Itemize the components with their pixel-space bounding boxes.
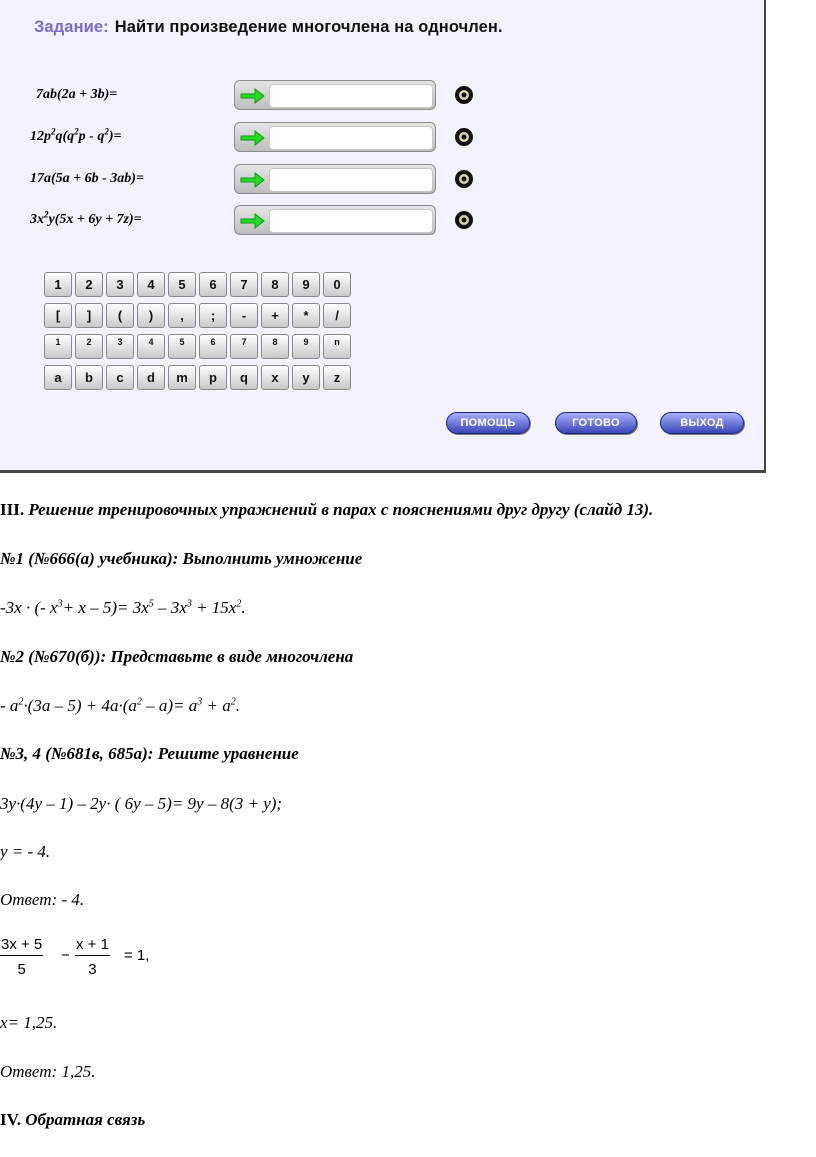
fraction-1: $\frac{3x + 5}{5}$: [1, 936, 43, 978]
key[interactable]: 9: [292, 334, 320, 359]
answer-field-1[interactable]: [269, 84, 433, 108]
check-dot-icon[interactable]: [454, 169, 474, 189]
key[interactable]: 3: [106, 272, 134, 297]
exercise-row-2: [30, 122, 490, 154]
key[interactable]: 6: [199, 272, 227, 297]
key[interactable]: 8: [261, 272, 289, 297]
answer-field-4[interactable]: [269, 209, 433, 233]
keypad-row-superscripts: [44, 334, 359, 359]
answer-1: Ответ: - 4.: [0, 890, 85, 909]
key[interactable]: n: [323, 334, 351, 359]
key[interactable]: 3: [106, 334, 134, 359]
task-title: [34, 18, 503, 37]
equation-1-solution: y = - 4.: [0, 842, 51, 861]
answer-field-3[interactable]: [269, 168, 433, 192]
key[interactable]: q: [230, 365, 258, 390]
key[interactable]: b: [75, 365, 103, 390]
arrow-icon: [239, 213, 265, 229]
arrow-icon: [239, 88, 265, 104]
section-3-heading: III. Решение тренировочных упражнений в парах с пояснениями друг другу (слайд 13).: [0, 500, 654, 519]
done-button[interactable]: ГОТОВО: [555, 412, 637, 434]
keypad-row-symbols: [44, 303, 359, 328]
equation-rhs: = 1,: [124, 947, 150, 964]
key[interactable]: *: [292, 303, 320, 328]
key[interactable]: 4: [137, 272, 165, 297]
key[interactable]: c: [106, 365, 134, 390]
key[interactable]: 8: [261, 334, 289, 359]
expression-1: 7ab(2a + 3b)=: [36, 87, 118, 102]
exercise-1-solution: -3x · (- $x^3+ x - 5)= 3x^5 - 3x^3 + 15x^2$.: [0, 598, 246, 617]
answer-input-4[interactable]: [234, 205, 436, 235]
keypad-row-letters: [44, 365, 359, 390]
task-text: Найти произведение многочлена на одночлен.: [114, 18, 503, 36]
key[interactable]: 2: [75, 272, 103, 297]
exercise-row-4: [30, 205, 490, 237]
x-solution: x= 1,25.: [0, 1013, 58, 1032]
key[interactable]: 6: [199, 334, 227, 359]
section-4-heading: IV. Обратная связь: [0, 1110, 146, 1129]
key[interactable]: +: [261, 303, 289, 328]
key[interactable]: ): [137, 303, 165, 328]
exercise-1-heading: №1 (№666(а) учебника): Выполнить умножение: [0, 549, 363, 568]
task-label: Задание:: [34, 18, 109, 36]
equation-1: 3y·(4y – 1) – 2y· ( 6y – 5)= 9y – 8(3 + y);: [0, 794, 283, 813]
key[interactable]: ,: [168, 303, 196, 328]
keypad-row-digits: [44, 272, 359, 297]
key[interactable]: [: [44, 303, 72, 328]
answer-input-1[interactable]: [234, 80, 436, 110]
key[interactable]: y: [292, 365, 320, 390]
check-dot-icon[interactable]: [454, 85, 474, 105]
exercise-2-solution: - $a^2\cdot(3a - 5) + 4a\cdot(a^2 - a)= a^3 + a^2$.: [0, 696, 241, 715]
key[interactable]: 2: [75, 334, 103, 359]
answer-field-2[interactable]: [269, 126, 433, 150]
answer-2: Ответ: 1,25.: [0, 1062, 96, 1081]
exit-button[interactable]: ВЫХОД: [660, 412, 744, 434]
exercise-2-heading: №2 (№670(б)): Представьте в виде многочлена: [0, 647, 354, 666]
check-dot-icon[interactable]: [454, 210, 474, 230]
expression-4: $3x^2y(5x + 6y + 7z)=$: [30, 209, 142, 227]
key[interactable]: 5: [168, 272, 196, 297]
answer-input-2[interactable]: [234, 122, 436, 152]
key[interactable]: m: [168, 365, 196, 390]
key[interactable]: p: [199, 365, 227, 390]
check-dot-icon[interactable]: [454, 127, 474, 147]
key[interactable]: ]: [75, 303, 103, 328]
key[interactable]: -: [230, 303, 258, 328]
exercise-row-1: [30, 80, 490, 112]
minus-sign: −: [61, 947, 70, 964]
key[interactable]: 4: [137, 334, 165, 359]
exercise-row-3: [30, 164, 490, 196]
key[interactable]: d: [137, 365, 165, 390]
help-button[interactable]: ПОМОЩЬ: [446, 412, 530, 434]
key[interactable]: 7: [230, 334, 258, 359]
fraction-2: $\frac{x + 1}{3}$: [76, 936, 109, 978]
arrow-icon: [239, 130, 265, 146]
answer-input-3[interactable]: [234, 164, 436, 194]
arrow-icon: [239, 172, 265, 188]
key[interactable]: 0: [323, 272, 351, 297]
key[interactable]: ;: [199, 303, 227, 328]
key[interactable]: 1: [44, 334, 72, 359]
key[interactable]: 1: [44, 272, 72, 297]
key[interactable]: 9: [292, 272, 320, 297]
key[interactable]: (: [106, 303, 134, 328]
key[interactable]: /: [323, 303, 351, 328]
key[interactable]: z: [323, 365, 351, 390]
exercise-screenshot: [0, 0, 766, 473]
keypad: [44, 272, 359, 396]
key[interactable]: 7: [230, 272, 258, 297]
key[interactable]: a: [44, 365, 72, 390]
expression-3: 17a(5a + 6b - 3ab)=: [30, 171, 144, 186]
key[interactable]: x: [261, 365, 289, 390]
fraction-equation: [0, 936, 200, 986]
expression-2: $12p^2q(q^2p - q^2)=$: [30, 126, 122, 144]
exercise-3-4-heading: №3, 4 (№681в, 685а): Решите уравнение: [0, 744, 299, 763]
key[interactable]: 5: [168, 334, 196, 359]
